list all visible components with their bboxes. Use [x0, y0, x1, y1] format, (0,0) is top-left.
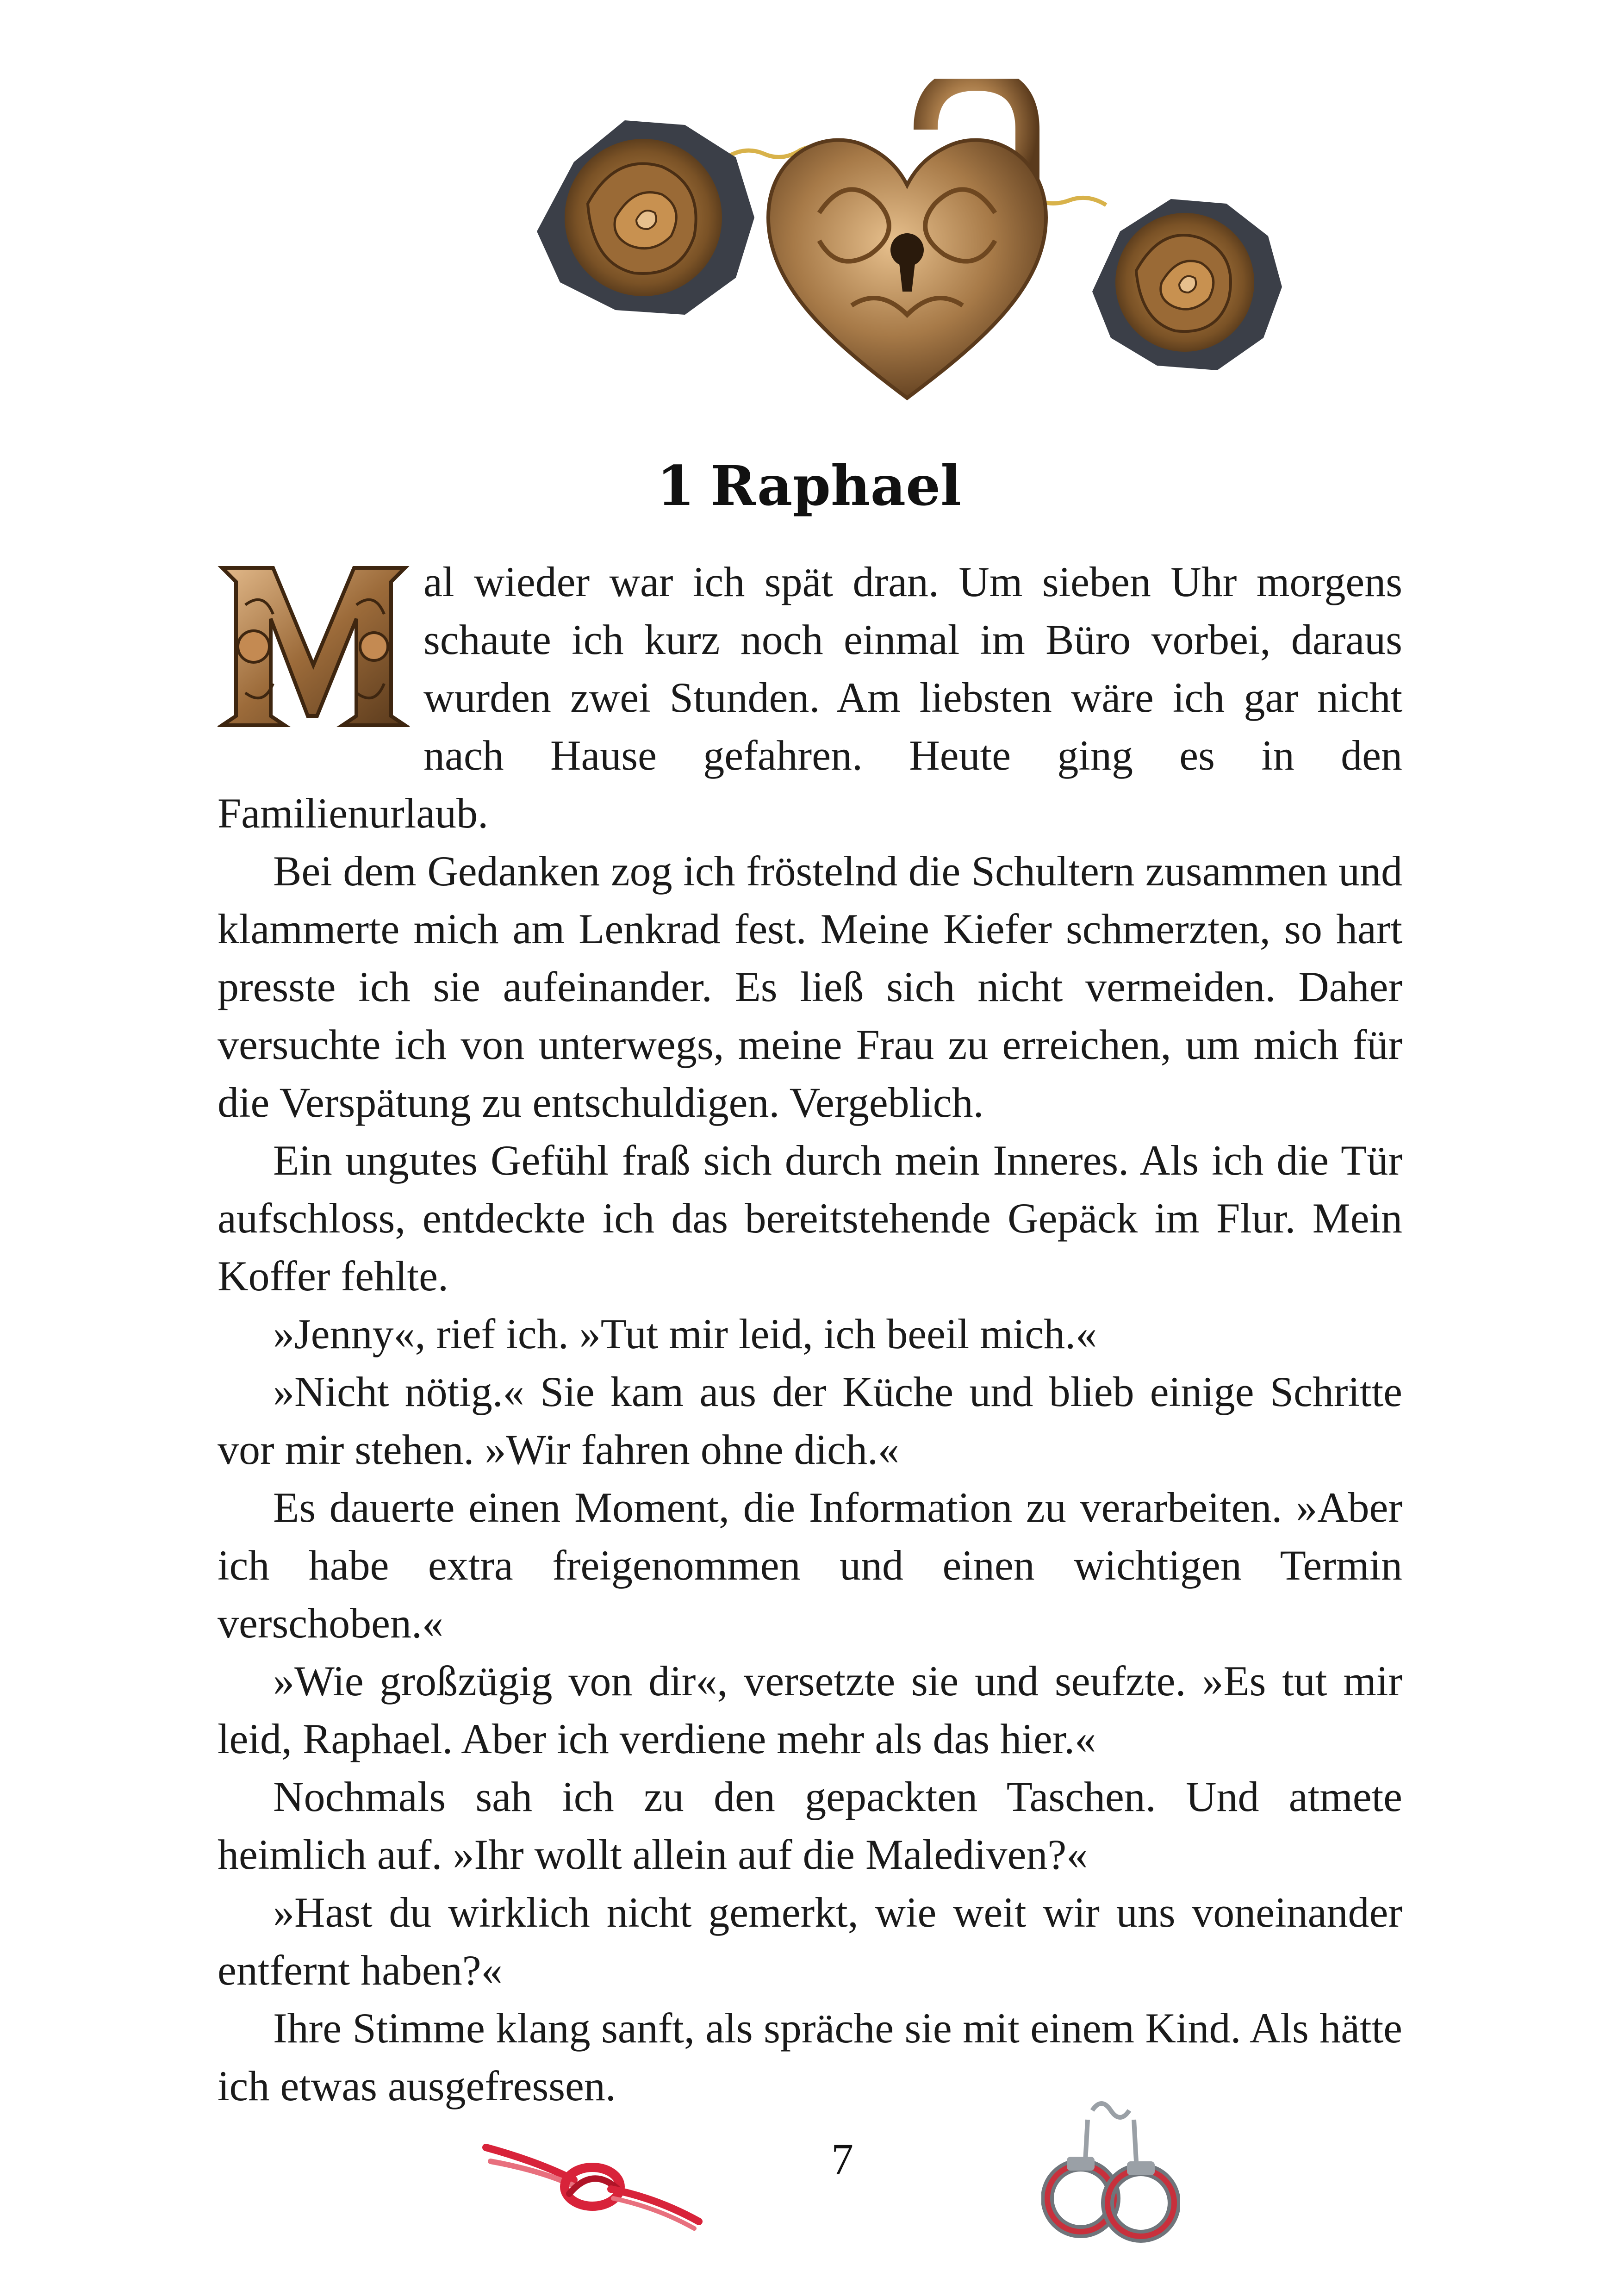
- paragraph: »Jenny«, rief ich. »Tut mir leid, ich beeil mich.«: [273, 1310, 1097, 1357]
- paragraph: »Hast du wirklich nicht gemerkt, wie weit wir uns voneinander entfernt haben?«: [218, 1889, 1402, 1994]
- paragraph: »Wie großzügig von dir«, versetzte sie und seufzte. »Es tut mir leid, Raphael. Aber ich verdiene mehr als das hier.«: [218, 1657, 1402, 1762]
- rose-icon: [537, 120, 754, 315]
- handcuffs-icon: [1041, 2092, 1180, 2245]
- paragraph: Ein ungutes Gefühl fraß sich durch mein Inneres. Als ich die Tür aufschloss, entdeckte ich das bereitstehende Gepäck im Flur. Mein Koffer fehlte.: [218, 1137, 1402, 1300]
- chapter-title: Raphael: [710, 454, 961, 518]
- page-number: 7: [831, 2134, 853, 2184]
- header-ornament: [509, 79, 1305, 430]
- drop-cap-letter-m: [218, 559, 410, 730]
- rose-icon: [1092, 199, 1282, 370]
- chapter-heading: [0, 454, 1618, 518]
- chapter-number: 1: [657, 454, 695, 518]
- paragraph: Es dauerte einen Moment, die Information zu verarbeiten. »Aber ich habe extra freigenommen und einen wichtigen Termin verschoben.«: [218, 1484, 1402, 1647]
- body-text: [218, 553, 1402, 2115]
- paragraph: »Nicht nötig.« Sie kam aus der Küche und blieb einige Schritte vor mir stehen. »Wir fahren ohne dich.«: [218, 1368, 1402, 1473]
- paragraph: Bei dem Gedanken zog ich fröstelnd die Schultern zusammen und klammerte mich am Lenkrad fest. Meine Kiefer schmerzten, so hart presste ich sie aufeinander. Es ließ sich nicht vermeiden. Daher versuchte ich von unterwegs, meine Frau zu erreichen, um mich für die Verspätung zu entschuldigen. Vergeblich.: [218, 847, 1402, 1126]
- paragraph: al wieder war ich spät dran. Um sieben Uhr morgens schaute ich kurz noch einmal im Büro vorbei, daraus wurden zwei Stunden. Am liebsten wäre ich gar nicht nach Hause gefahren. Heute ging es in den Familienurlaub.: [218, 558, 1402, 837]
- heart-padlock-icon: [768, 79, 1046, 398]
- paragraph: Nochmals sah ich zu den gepackten Taschen. Und atmete heimlich auf. »Ihr wollt allein auf die Malediven?«: [218, 1773, 1402, 1878]
- red-rope-knot-icon: [481, 2129, 703, 2235]
- paragraph: Ihre Stimme klang sanft, als spräche sie mit einem Kind. Als hätte ich etwas ausgefressen.: [218, 2004, 1402, 2109]
